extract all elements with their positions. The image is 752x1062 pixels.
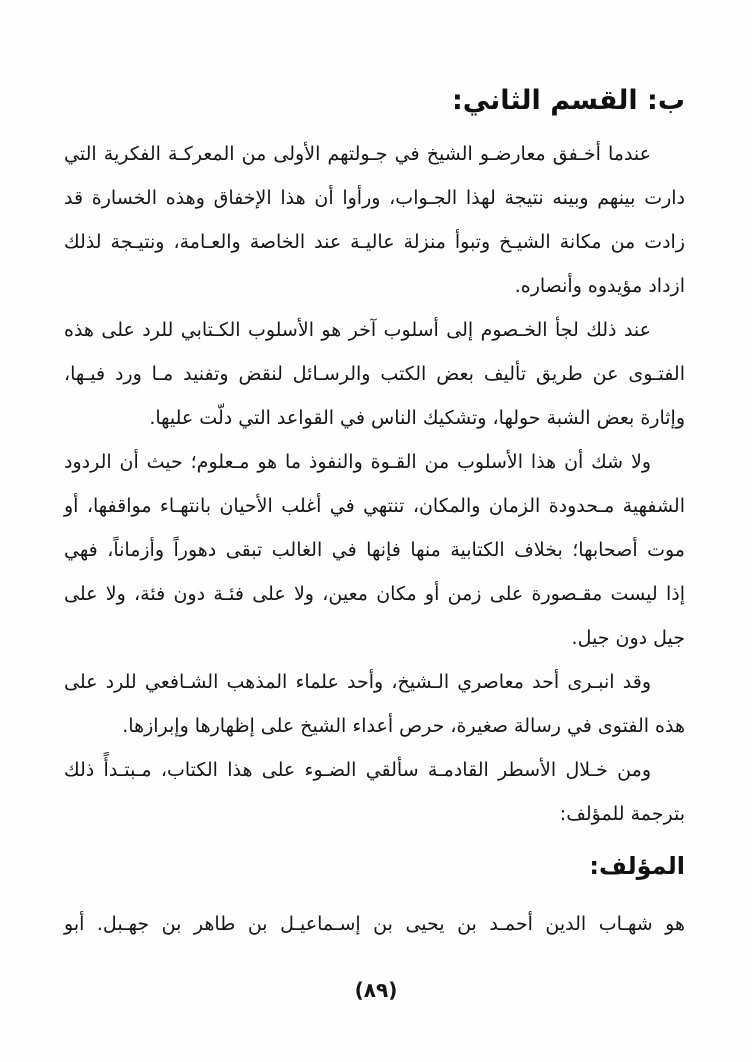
author-subheading: المؤلف: — [589, 852, 685, 880]
text-line: الشفهية مـحدودة الزمان والمكان، تنتهي في أغلب الأحيان بانتهـاء مواقفها، أو — [64, 495, 685, 517]
text-block — [64, 82, 685, 946]
text-line: ومن خـلال الأسطر القادمـة سألقي الضـوء على هذا الكتاب، مـبتـدأً ذلك — [64, 759, 651, 781]
paragraph — [64, 308, 685, 440]
page-number: (٨٩) — [354, 978, 398, 1002]
text-line: وقد انبـرى أحد معاصري الـشيخ، وأحد علماء المذهب الشـافعي للرد على — [64, 671, 651, 693]
text-line: هذه الفتوى في رسالة صغيرة، حرص أعداء الشيخ على إظهارها وإبرازها. — [122, 715, 685, 737]
text-line: عندما أخـفق معارضـو الشيخ في جـولتهم الأولى من المعركـة الفكرية التي — [64, 143, 651, 165]
paragraph — [64, 660, 685, 748]
text-line: زادت من مكانة الشيـخ وتبوأ منزلة عاليـة عند الخاصة والعـامة، ونتيـجة لذلك — [64, 231, 685, 253]
text-line: إذا ليست مقـصورة على زمن أو مكان معين، ولا على فئـة دون فئة، ولا على — [64, 583, 685, 605]
text-line: وإثارة بعض الشبة حولها، وتشكيك الناس في القواعد التي دلّت عليها. — [149, 407, 685, 429]
text-line: دارت بينهم وبينه نتيجة لهذا الجـواب، ورأوا أن هذا الإخفاق وهذه الخسارة قد — [64, 187, 685, 209]
paragraph — [64, 902, 685, 946]
text-line: الفتـوى عن طريق تأليف بعض الكتب والرسـائل لنقض وتفنيد مـا ورد فيـها، — [64, 363, 685, 385]
text-line: ازداد مؤيدوه وأنصاره. — [514, 275, 685, 297]
text-line: جيل دون جيل. — [571, 627, 685, 649]
text-line: هو شهـاب الدين أحمـد بن يحيى بن إسـماعيـل بن طاهر بن جهـبل. أبو — [64, 913, 685, 935]
paragraph — [64, 440, 685, 660]
text-line: ولا شك أن هذا الأسلوب من القـوة والنفوذ ما هو مـعلوم؛ حيث أن الردود — [64, 451, 651, 473]
section-heading: ب: القسم الثاني: — [451, 85, 685, 116]
text-line: بترجمة للمؤلف: — [559, 803, 685, 825]
paragraph — [64, 748, 685, 836]
paragraph — [64, 132, 685, 308]
text-line: عند ذلك لجأ الخـصوم إلى أسلوب آخر هو الأسلوب الكـتابي للرد على هذه — [64, 319, 651, 341]
text-line: موت أصحابها؛ بخلاف الكتابية منها فإنها في الغالب تبقى دهوراً وأزماناً، فهي — [64, 539, 685, 561]
